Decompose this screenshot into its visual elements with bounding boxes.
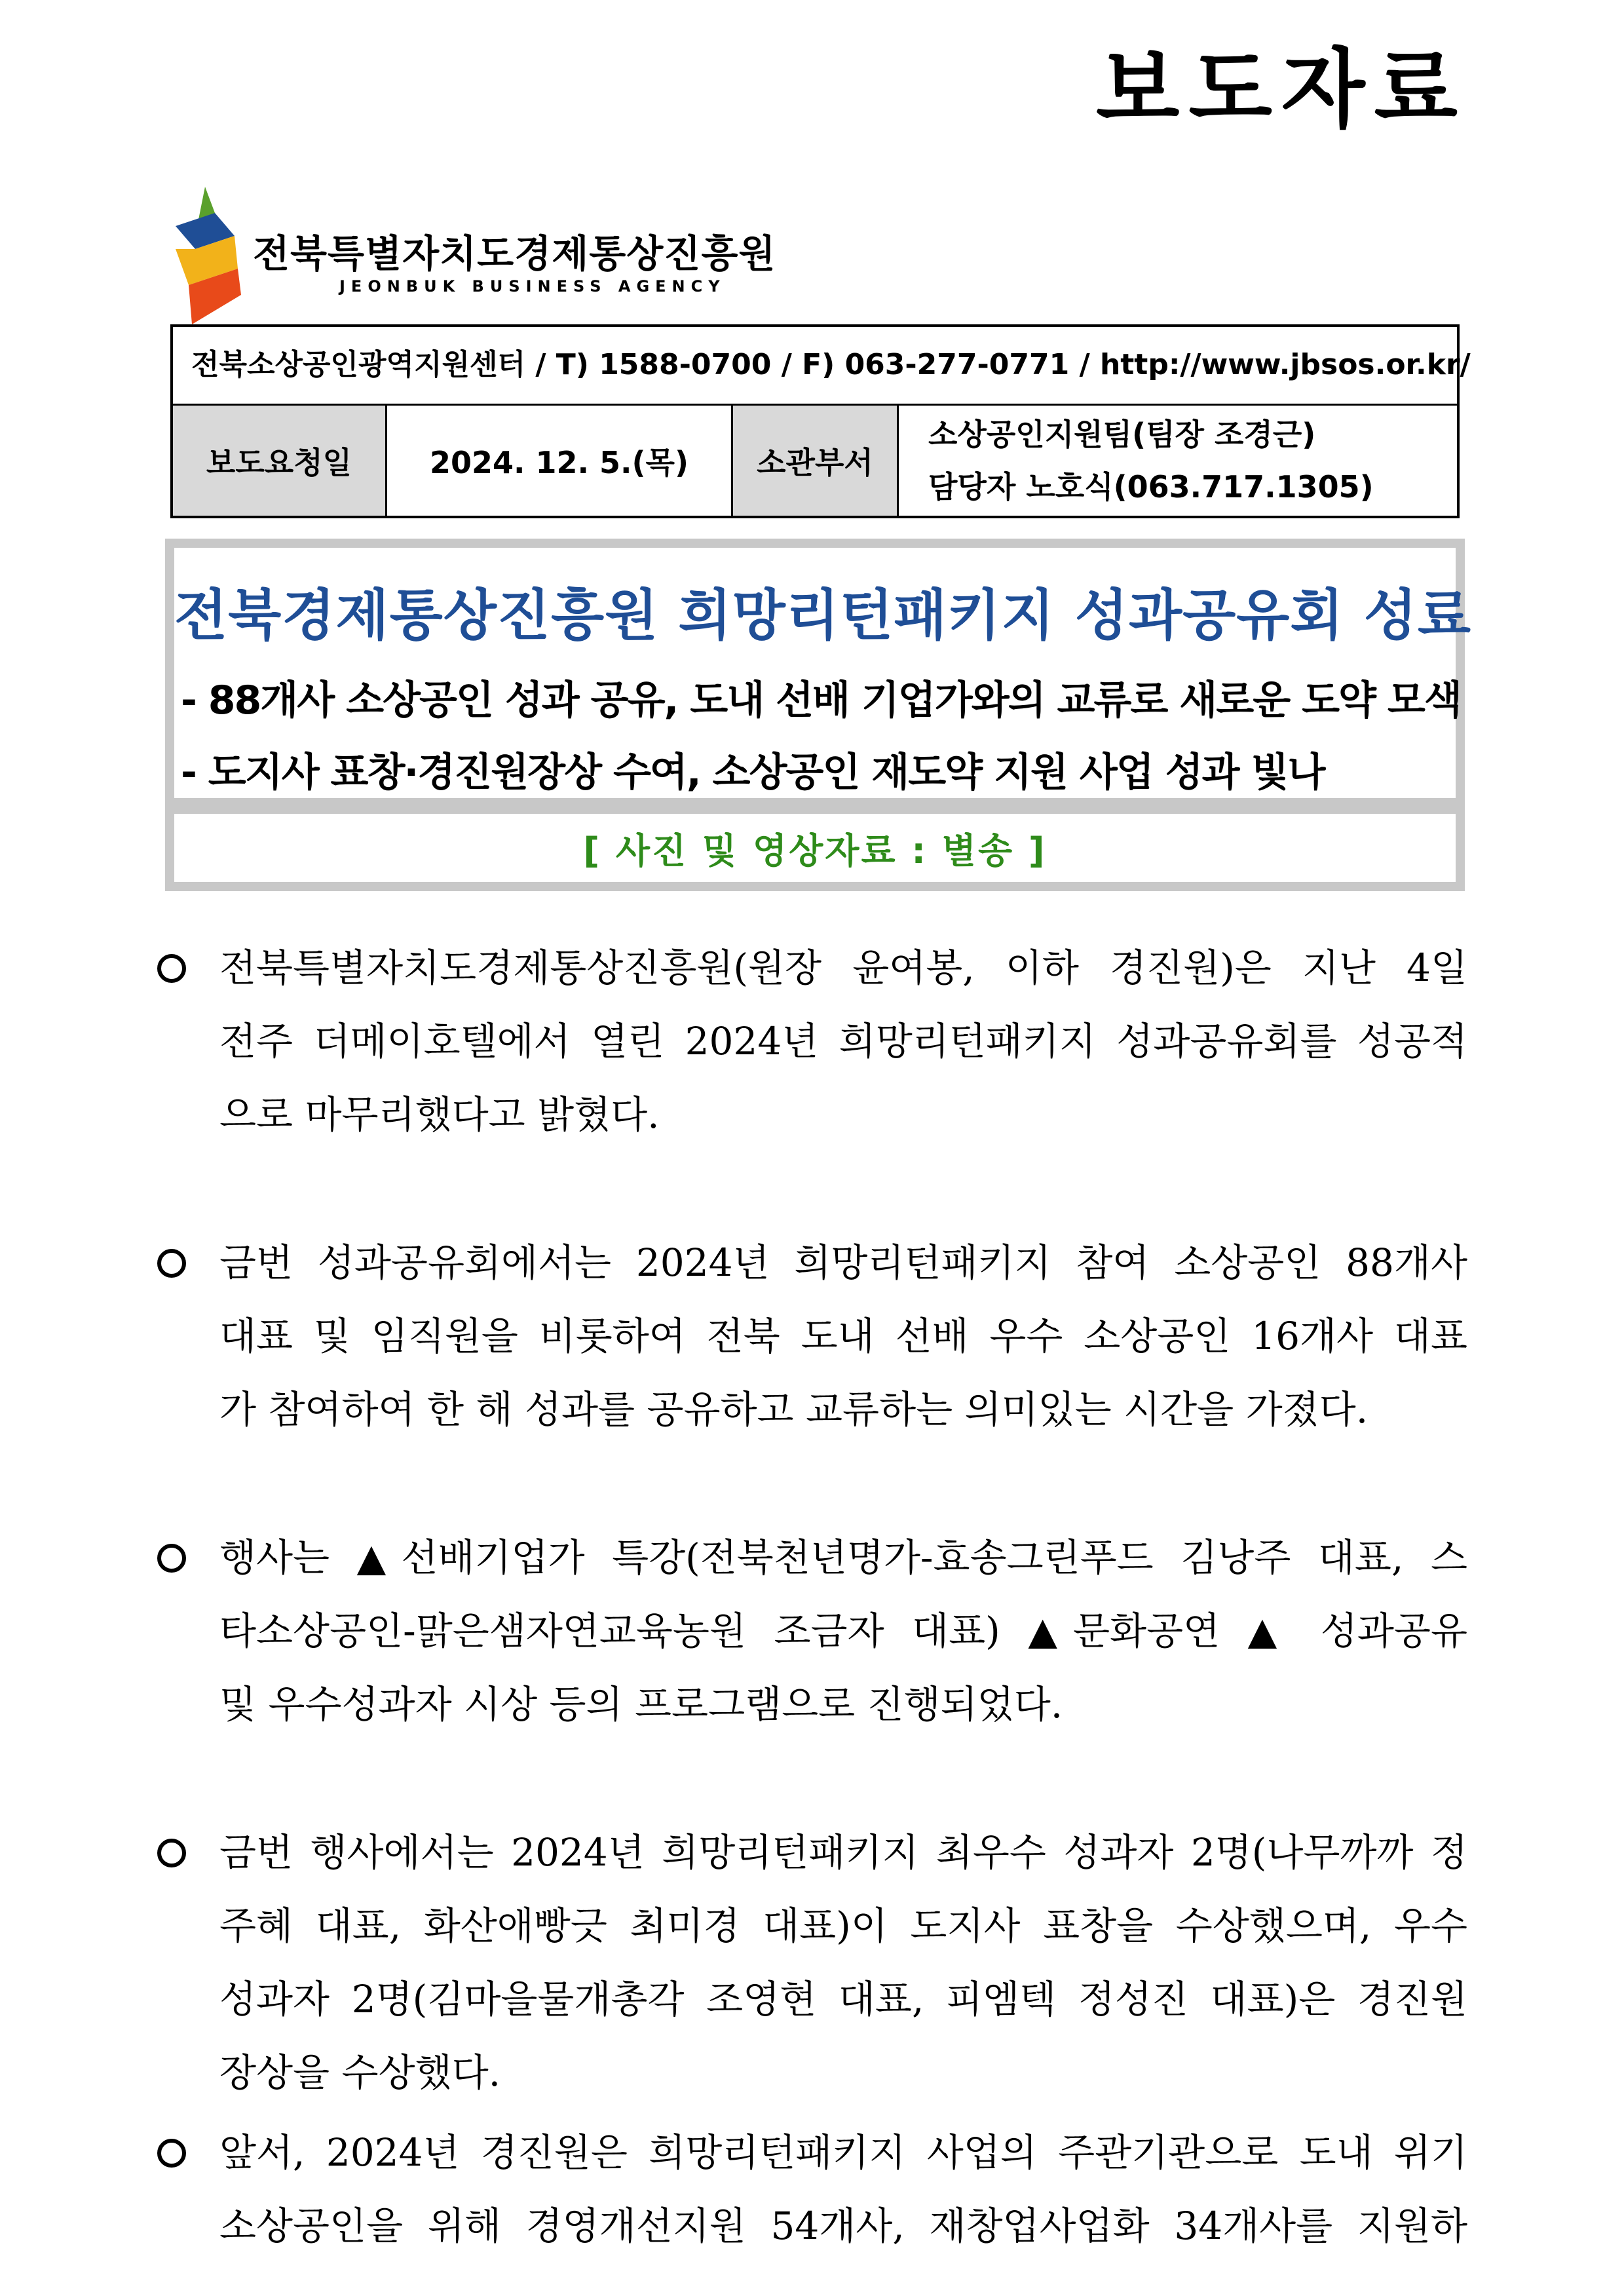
bullet-circle-icon [157, 1544, 186, 1573]
paragraph-line: 장상을 수상했다. [219, 2050, 501, 2095]
agency-english-name: JEONBUK BUSINESS AGENCY [339, 277, 726, 296]
paragraph-line: 행사는 ▲선배기업가 특강(전북천년명가-효송그린푸드 김낭주 대표, 스 [219, 1535, 1467, 1580]
paragraph-line: 및 우수성과자 시상 등의 프로그램으로 진행되었다. [219, 1682, 1063, 1727]
paragraph-line: 앞서, 2024년 경진원은 희망리턴패키지 사업의 주관기관으로 도내 위기 [219, 2130, 1467, 2175]
paragraph-line: 타소상공인-맑은샘자연교육농원 조금자 대표) ▲문화공연 ▲ 성과공유 [219, 1609, 1467, 1653]
request-date-label: 보도요청일 [173, 406, 387, 516]
headline-subtitle-2: - 도지사 표창·경진원장상 수여, 소상공인 재도약 지원 사업 성과 빛나 [181, 750, 1325, 795]
info-row [173, 406, 1457, 516]
department-cell [899, 406, 1457, 516]
headline-title: 전북경제통상진흥원 희망리턴패키지 성과공유회 성료 [174, 583, 1472, 647]
bullet-circle-icon [157, 954, 186, 983]
agency-logo-mark-icon [176, 187, 248, 324]
agency-logo [176, 187, 831, 324]
document-type-title: 보도자료 [1095, 39, 1467, 140]
paragraph-line: 금번 성과공유회에서는 2024년 희망리턴패키지 참여 소상공인 88개사 [219, 1240, 1467, 1285]
paragraph-line: 성과자 2명(김마을물개총각 조영현 대표, 피엠텍 정성진 대표)은 경진원 [219, 1977, 1467, 2021]
bullet-circle-icon [157, 1249, 186, 1278]
request-date: 2024. 12. 5.(목) [387, 406, 733, 516]
department-name: 소상공인지원팀(팀장 조경근) [928, 417, 1316, 452]
photo-note: [ 사진 및 영상자료 : 별송 ] [165, 807, 1465, 891]
paragraph-line: 전주 더메이호텔에서 열린 2024년 희망리턴패키지 성과공유회를 성공적 [219, 1019, 1467, 1063]
paragraph-line: 금번 행사에서는 2024년 희망리턴패키지 최우수 성과자 2명(나무까까 정 [219, 1830, 1467, 1875]
headline-box [165, 539, 1472, 807]
agency-name: 전북특별자치도경제통상진흥원 [253, 231, 776, 276]
paragraph-line: 주혜 대표, 화산애빵긋 최미경 대표)이 도지사 표창을 수상했으며, 우수 [219, 1904, 1467, 1948]
paragraph-line: 으로 마무리했다고 밝혔다. [219, 1092, 660, 1137]
department-label: 소관부서 [733, 406, 899, 516]
paragraph-line: 소상공인을 위해 경영개선지원 54개사, 재창업사업화 34개사를 지원하 [219, 2204, 1467, 2248]
bullet-circle-icon [157, 1839, 186, 1867]
bullet-circle-icon [157, 2139, 186, 2168]
contact-line: 전북소상공인광역지원센터 / T) 1588-0700 / F) 063-277-0771 / http://www.jbsos.or.kr/ [173, 327, 1457, 406]
paragraph-line: 대표 및 임직원을 비롯하여 전북 도내 선배 우수 소상공인 16개사 대표 [219, 1314, 1467, 1358]
paragraph-line: 전북특별자치도경제통상진흥원(원장 윤여봉, 이하 경진원)은 지난 4일 [219, 946, 1467, 990]
headline-subtitle-1: - 88개사 소상공인 성과 공유, 도내 선배 기업가와의 교류로 새로운 도약 모색 [181, 678, 1461, 723]
contact-person: 담당자 노호식(063.717.1305) [928, 469, 1374, 505]
press-info-table [170, 324, 1471, 518]
paragraph-line: 가 참여하여 한 해 성과를 공유하고 교류하는 의미있는 시간을 가졌다. [219, 1387, 1369, 1432]
